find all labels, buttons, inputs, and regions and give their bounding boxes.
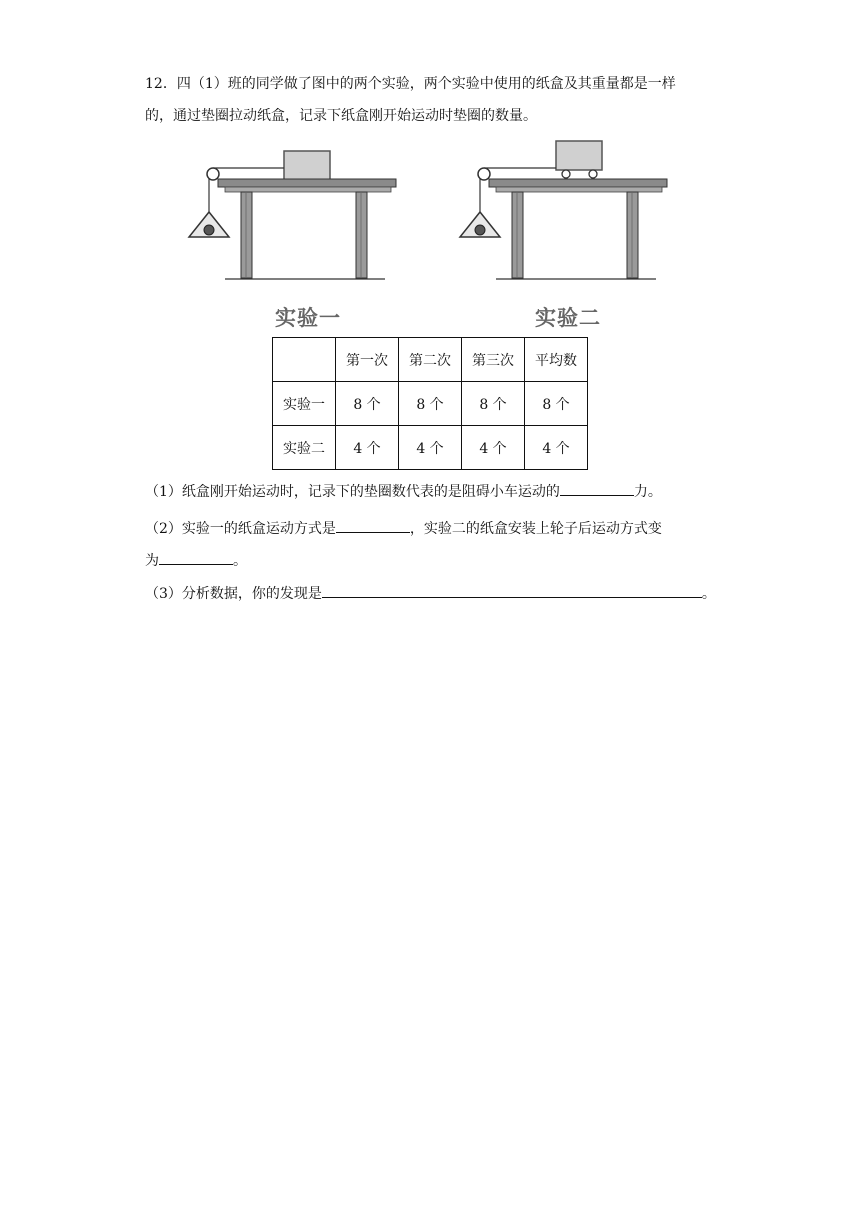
washer-icon <box>204 225 214 235</box>
answer-blank-2b[interactable] <box>159 550 233 565</box>
question-line-2: 的，通过垫圈拉动纸盒，记录下纸盒刚开始运动时垫圈的数量。 <box>145 108 537 124</box>
sub-question-2 <box>145 518 662 539</box>
sub-question-1-suffix: 力。 <box>633 484 662 500</box>
table-cell: 4 个 <box>399 426 462 470</box>
table-cell: 8 个 <box>336 382 399 426</box>
answer-blank-1[interactable] <box>560 481 634 496</box>
figure-label-2: 实验二 <box>535 306 601 330</box>
figure-label-1: 实验一 <box>275 306 341 330</box>
answer-blank-2a[interactable] <box>336 518 410 533</box>
answer-blank-3[interactable] <box>322 583 702 598</box>
pulley-icon <box>207 168 219 180</box>
table-header-cell: 第二次 <box>399 338 462 382</box>
sub-question-2-continue-text: 为 <box>145 553 159 569</box>
results-table <box>272 337 588 470</box>
table-header-cell: 第三次 <box>462 338 525 382</box>
table-cell: 4 个 <box>336 426 399 470</box>
table-leg <box>512 192 523 278</box>
experiment-1-figure <box>185 140 405 285</box>
table-header-cell: 平均数 <box>525 338 588 382</box>
sub-question-1 <box>145 481 662 502</box>
sub-question-3-suffix: 。 <box>701 586 716 602</box>
table-cell: 4 个 <box>462 426 525 470</box>
sub-question-2-suffix: 。 <box>233 553 247 569</box>
table-leg <box>356 192 367 278</box>
sub-question-2-continued <box>145 550 247 571</box>
table-row <box>273 382 588 426</box>
tabletop <box>218 179 396 187</box>
paper-box <box>284 151 330 180</box>
table-row <box>273 426 588 470</box>
row-label: 实验二 <box>273 426 336 470</box>
table-header-cell <box>273 338 336 382</box>
table-header-row <box>273 338 588 382</box>
sub-question-3-text: （3）分析数据，你的发现是 <box>145 586 322 602</box>
row-label: 实验一 <box>273 382 336 426</box>
experiment-2-figure <box>456 140 676 285</box>
table-cell: 8 个 <box>525 382 588 426</box>
sub-question-3 <box>145 583 716 604</box>
table-leg <box>627 192 638 278</box>
question-line-1: 12．四（1）班的同学做了图中的两个实验，两个实验中使用的纸盒及其重量都是一样 <box>145 76 676 92</box>
wheel-icon <box>562 170 570 178</box>
table-cell: 4 个 <box>525 426 588 470</box>
table-header-cell: 第一次 <box>336 338 399 382</box>
pulley-icon <box>478 168 490 180</box>
sub-question-2-middle: ，实验二的纸盒安装上轮子后运动方式变 <box>409 521 662 537</box>
table-cell: 8 个 <box>399 382 462 426</box>
table-leg <box>241 192 252 278</box>
paper-box-with-wheels <box>556 141 602 170</box>
sub-question-1-text: （1）纸盒刚开始运动时，记录下的垫圈数代表的是阻碍小车运动的 <box>145 484 560 500</box>
table-cell: 8 个 <box>462 382 525 426</box>
sub-question-2-text: （2）实验一的纸盒运动方式是 <box>145 521 336 537</box>
wheel-icon <box>589 170 597 178</box>
washer-icon <box>475 225 485 235</box>
tabletop <box>489 179 667 187</box>
